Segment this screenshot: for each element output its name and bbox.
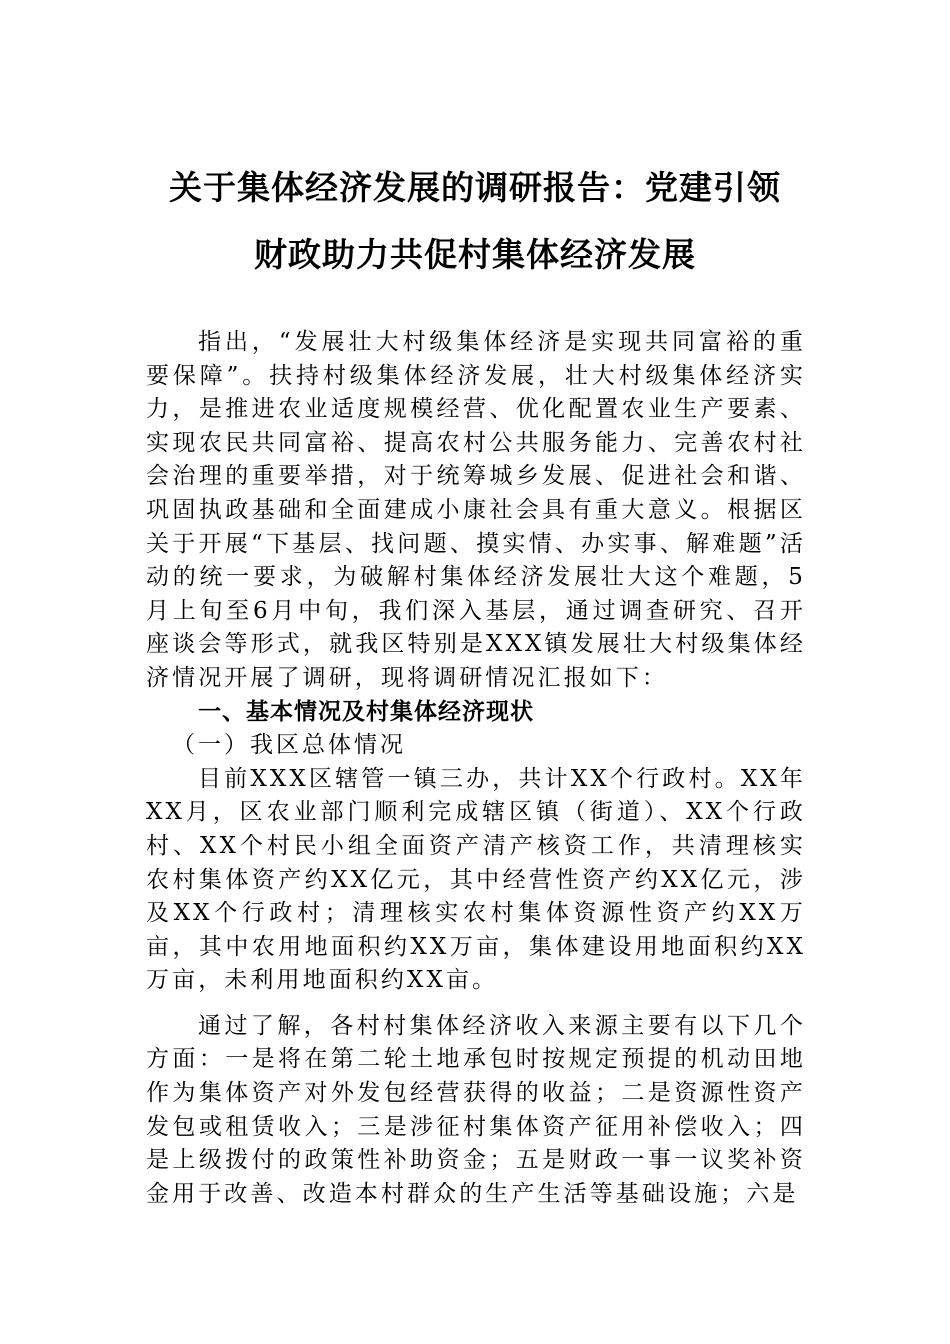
overview-paragraph: 目前XXX区辖管一镇三办，共计XX个行政村。XX年XX月，区农业部门顺利完成辖区镇（街道）、XX个行政村、XX个村民小组全面资产清产核资工作，共清理核实农村集体资产约XX亿元，其中经营性资产约XX亿元，涉及XX个行政村；清理核实农村集体资源性资产约XX万亩，其中农用地面积约XX万亩，集体建设用地面积约XX万亩，未利用地面积约XX亩。 xyxy=(146,765,806,994)
document-body xyxy=(146,326,806,1211)
document-title-line-2: 财政助力共促村集体经济发展 xyxy=(254,235,696,274)
document-title-line-1: 关于集体经济发展的调研报告：党建引领 xyxy=(169,168,781,207)
intro-paragraph: 指出，“发展壮大村级集体经济是实现共同富裕的重要保障”。扶持村级集体经济发展，壮大村级集体经济实力，是推进农业适度规模经营、优化配置农业生产要素、实现农民共同富裕、提高农村公共服务能力、完善农村社会治理的重要举措，对于统筹城乡发展、促进社会和谐、巩固执政基础和全面建成小康社会具有重大意义。根据区关于开展“下基层、找问题、摸实情、办实事、解难题”活动的统一要求，为破解村集体经济发展壮大这个难题，5月上旬至6月中旬，我们深入基层，通过调查研究、召开座谈会等形式，就我区特别是XXX镇发展壮大村级集体经济情况开展了调研，现将调研情况汇报如下： xyxy=(146,329,806,691)
subsection-heading: （一）我区总体情况 xyxy=(172,732,406,759)
income-sources-paragraph: 通过了解，各村村集体经济收入来源主要有以下几个方面：一是将在第二轮土地承包时按规定预提的机动田地作为集体资产对外发包经营获得的收益；二是资源性资产发包或租赁收入；三是涉征村集体资产征用补偿收入；四是上级拨付的政策性补助资金；五是财政一事一议奖补资金用于改善、改造本村群众的生产生活等基础设施；六是 xyxy=(146,1012,806,1207)
section-heading: 一、基本情况及村集体经济现状 xyxy=(198,698,534,725)
paragraph-gap xyxy=(146,998,806,1010)
